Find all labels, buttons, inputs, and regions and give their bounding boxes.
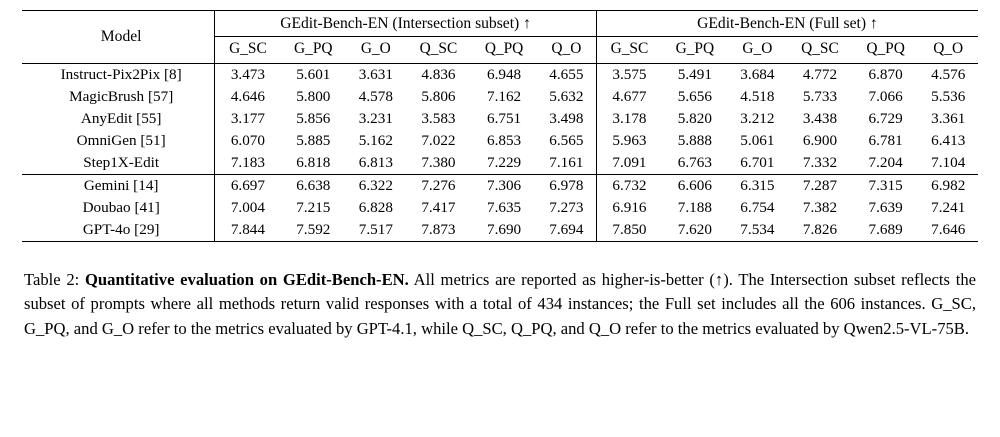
cell: 6.813 (358, 154, 393, 171)
cell: 6.900 (802, 132, 838, 149)
cell: 7.276 (406, 175, 472, 198)
col-header-6: G_SC (596, 37, 662, 64)
cell: 7.162 (486, 88, 522, 105)
cell: 6.763 (677, 154, 712, 171)
cell: 7.620 (662, 219, 728, 242)
col-header-5: Q_O (551, 40, 582, 57)
cell: 6.315 (728, 175, 787, 198)
cell: 5.601 (280, 64, 346, 87)
cell: 6.916 (596, 197, 662, 219)
cell: 6.853 (486, 132, 522, 149)
cell: 5.820 (677, 110, 712, 127)
cell: 6.322 (346, 175, 405, 198)
model-column-header: Model (22, 11, 215, 64)
cell: 4.772 (787, 64, 853, 87)
cell: 5.656 (677, 88, 712, 105)
cell: 7.332 (802, 154, 838, 171)
cell: 5.061 (740, 132, 775, 149)
cell: 5.491 (662, 64, 728, 87)
col-header-0: G_SC (215, 37, 281, 64)
cell: 7.639 (868, 199, 903, 216)
caption-title: Quantitative evaluation on GEdit-Bench-EN. (85, 270, 409, 289)
col-header-3: Q_SC (419, 40, 458, 57)
cell: 4.518 (740, 88, 775, 105)
cell: 6.828 (358, 199, 393, 216)
table-row (22, 219, 978, 242)
cell: 6.413 (931, 132, 966, 149)
cell: 7.690 (471, 219, 537, 242)
row-model-label: GPT-4o [29] (22, 219, 215, 242)
cell: 6.982 (918, 175, 978, 198)
cell: 5.885 (296, 132, 331, 149)
cell: 4.576 (918, 64, 978, 87)
table-body-section-1 (22, 64, 978, 175)
cell: 7.380 (421, 154, 456, 171)
cell: 7.066 (868, 88, 903, 105)
cell: 6.729 (868, 110, 903, 127)
table-row (22, 197, 978, 219)
cell: 7.241 (931, 199, 966, 216)
cell: 7.592 (280, 219, 346, 242)
cell: 7.850 (596, 219, 662, 242)
col-header-8: G_O (742, 40, 773, 57)
row-model-label: Gemini [14] (22, 175, 215, 198)
cell: 3.473 (215, 64, 281, 87)
cell: 5.856 (296, 110, 331, 127)
table-body-section-2 (22, 175, 978, 242)
cell: 7.022 (421, 132, 456, 149)
cell: 4.836 (406, 64, 472, 87)
row-model-label: Doubao [41] (82, 199, 160, 216)
cell: 7.188 (677, 199, 712, 216)
cell: 6.070 (215, 130, 281, 152)
table-row (22, 175, 978, 198)
cell: 7.635 (486, 199, 522, 216)
cell: 7.287 (787, 175, 853, 198)
results-table (22, 10, 978, 242)
cell: 3.361 (931, 110, 966, 127)
cell: 7.873 (406, 219, 472, 242)
col-header-9: Q_SC (801, 40, 839, 57)
cell: 3.631 (346, 64, 405, 87)
cell: 7.382 (802, 199, 838, 216)
cell: 7.844 (215, 219, 281, 242)
cell: 5.800 (296, 88, 331, 105)
cell: 7.183 (215, 152, 281, 175)
col-header-1: G_PQ (294, 40, 333, 57)
cell: 6.818 (296, 154, 331, 171)
col-header-11: Q_O (933, 40, 964, 57)
table-head (22, 11, 978, 64)
cell: 6.638 (280, 175, 346, 198)
cell: 7.417 (421, 199, 456, 216)
cell: 3.178 (596, 108, 662, 130)
col-header-7: G_PQ (675, 40, 715, 57)
cell: 6.732 (596, 175, 662, 198)
col-header-4: Q_PQ (484, 40, 524, 57)
row-model-label: Instruct-Pix2Pix [8] (22, 64, 215, 87)
cell: 5.806 (421, 88, 456, 105)
cell: 3.575 (596, 64, 662, 87)
cell: 6.606 (662, 175, 728, 198)
cell: 3.231 (358, 110, 393, 127)
col-header-10: Q_PQ (866, 40, 905, 57)
cell: 6.565 (549, 132, 584, 149)
cell: 5.888 (677, 132, 712, 149)
cell: 7.534 (728, 219, 787, 242)
table-row (22, 130, 978, 152)
cell: 5.162 (358, 132, 393, 149)
cell: 5.536 (931, 88, 966, 105)
table-row (22, 108, 978, 130)
cell: 3.177 (215, 108, 281, 130)
cell: 4.578 (358, 88, 393, 105)
cell: 7.004 (215, 197, 281, 219)
table-row (22, 64, 978, 87)
cell: 7.229 (486, 154, 522, 171)
caption-text: All metrics are reported as higher-is-better (↑). The Intersection subset reflects the subset of prompts where all methods return valid responses with a total of 434 instances; the Full set includes all the 606 instances. G_SC, G_PQ, and G_O refer to the metrics evaluated by GPT-4.1, while Q_SC, Q_PQ, and Q_O refer to the metrics evaluated by Qwen2.5-VL-75B. (24, 270, 976, 338)
group-header-intersection: GEdit-Bench-EN (Intersection subset) ↑ (215, 11, 597, 37)
group-header-fullset: GEdit-Bench-EN (Full set) ↑ (596, 11, 978, 37)
cell: 7.273 (549, 199, 584, 216)
group-header-row (22, 11, 978, 37)
cell: 7.646 (918, 219, 978, 242)
cell: 5.632 (549, 88, 584, 105)
table-row (22, 86, 978, 108)
cell: 3.212 (740, 110, 775, 127)
cell: 7.091 (596, 152, 662, 175)
cell: 4.655 (537, 64, 596, 87)
col-header-2: G_O (360, 40, 391, 57)
cell: 7.161 (549, 154, 584, 171)
cell: 5.733 (802, 88, 838, 105)
row-model-label: Step1X-Edit (83, 154, 160, 171)
cell: 3.684 (728, 64, 787, 87)
row-model-label: MagicBrush [57] (69, 88, 174, 105)
cell: 5.963 (596, 130, 662, 152)
caption-label: Table 2: (24, 270, 80, 289)
cell: 7.215 (296, 199, 331, 216)
cell: 7.204 (868, 154, 903, 171)
table-caption (24, 268, 976, 341)
cell: 6.697 (215, 175, 281, 198)
cell: 3.583 (421, 110, 456, 127)
cell: 6.948 (471, 64, 537, 87)
cell: 6.751 (486, 110, 522, 127)
cell: 6.781 (868, 132, 903, 149)
cell: 7.315 (853, 175, 919, 198)
cell: 7.306 (471, 175, 537, 198)
cell: 7.517 (346, 219, 405, 242)
cell: 7.104 (931, 154, 966, 171)
cell: 7.689 (853, 219, 919, 242)
cell: 6.978 (537, 175, 596, 198)
cell: 7.826 (787, 219, 853, 242)
row-model-label: AnyEdit [55] (80, 110, 162, 127)
cell: 4.677 (596, 86, 662, 108)
row-model-label: OmniGen [51] (76, 132, 166, 149)
cell: 6.701 (740, 154, 775, 171)
cell: 3.498 (549, 110, 584, 127)
cell: 6.754 (740, 199, 775, 216)
table-row-highlight (22, 152, 978, 175)
cell: 7.694 (537, 219, 596, 242)
cell: 6.870 (853, 64, 919, 87)
cell: 4.646 (215, 86, 281, 108)
cell: 3.438 (802, 110, 838, 127)
